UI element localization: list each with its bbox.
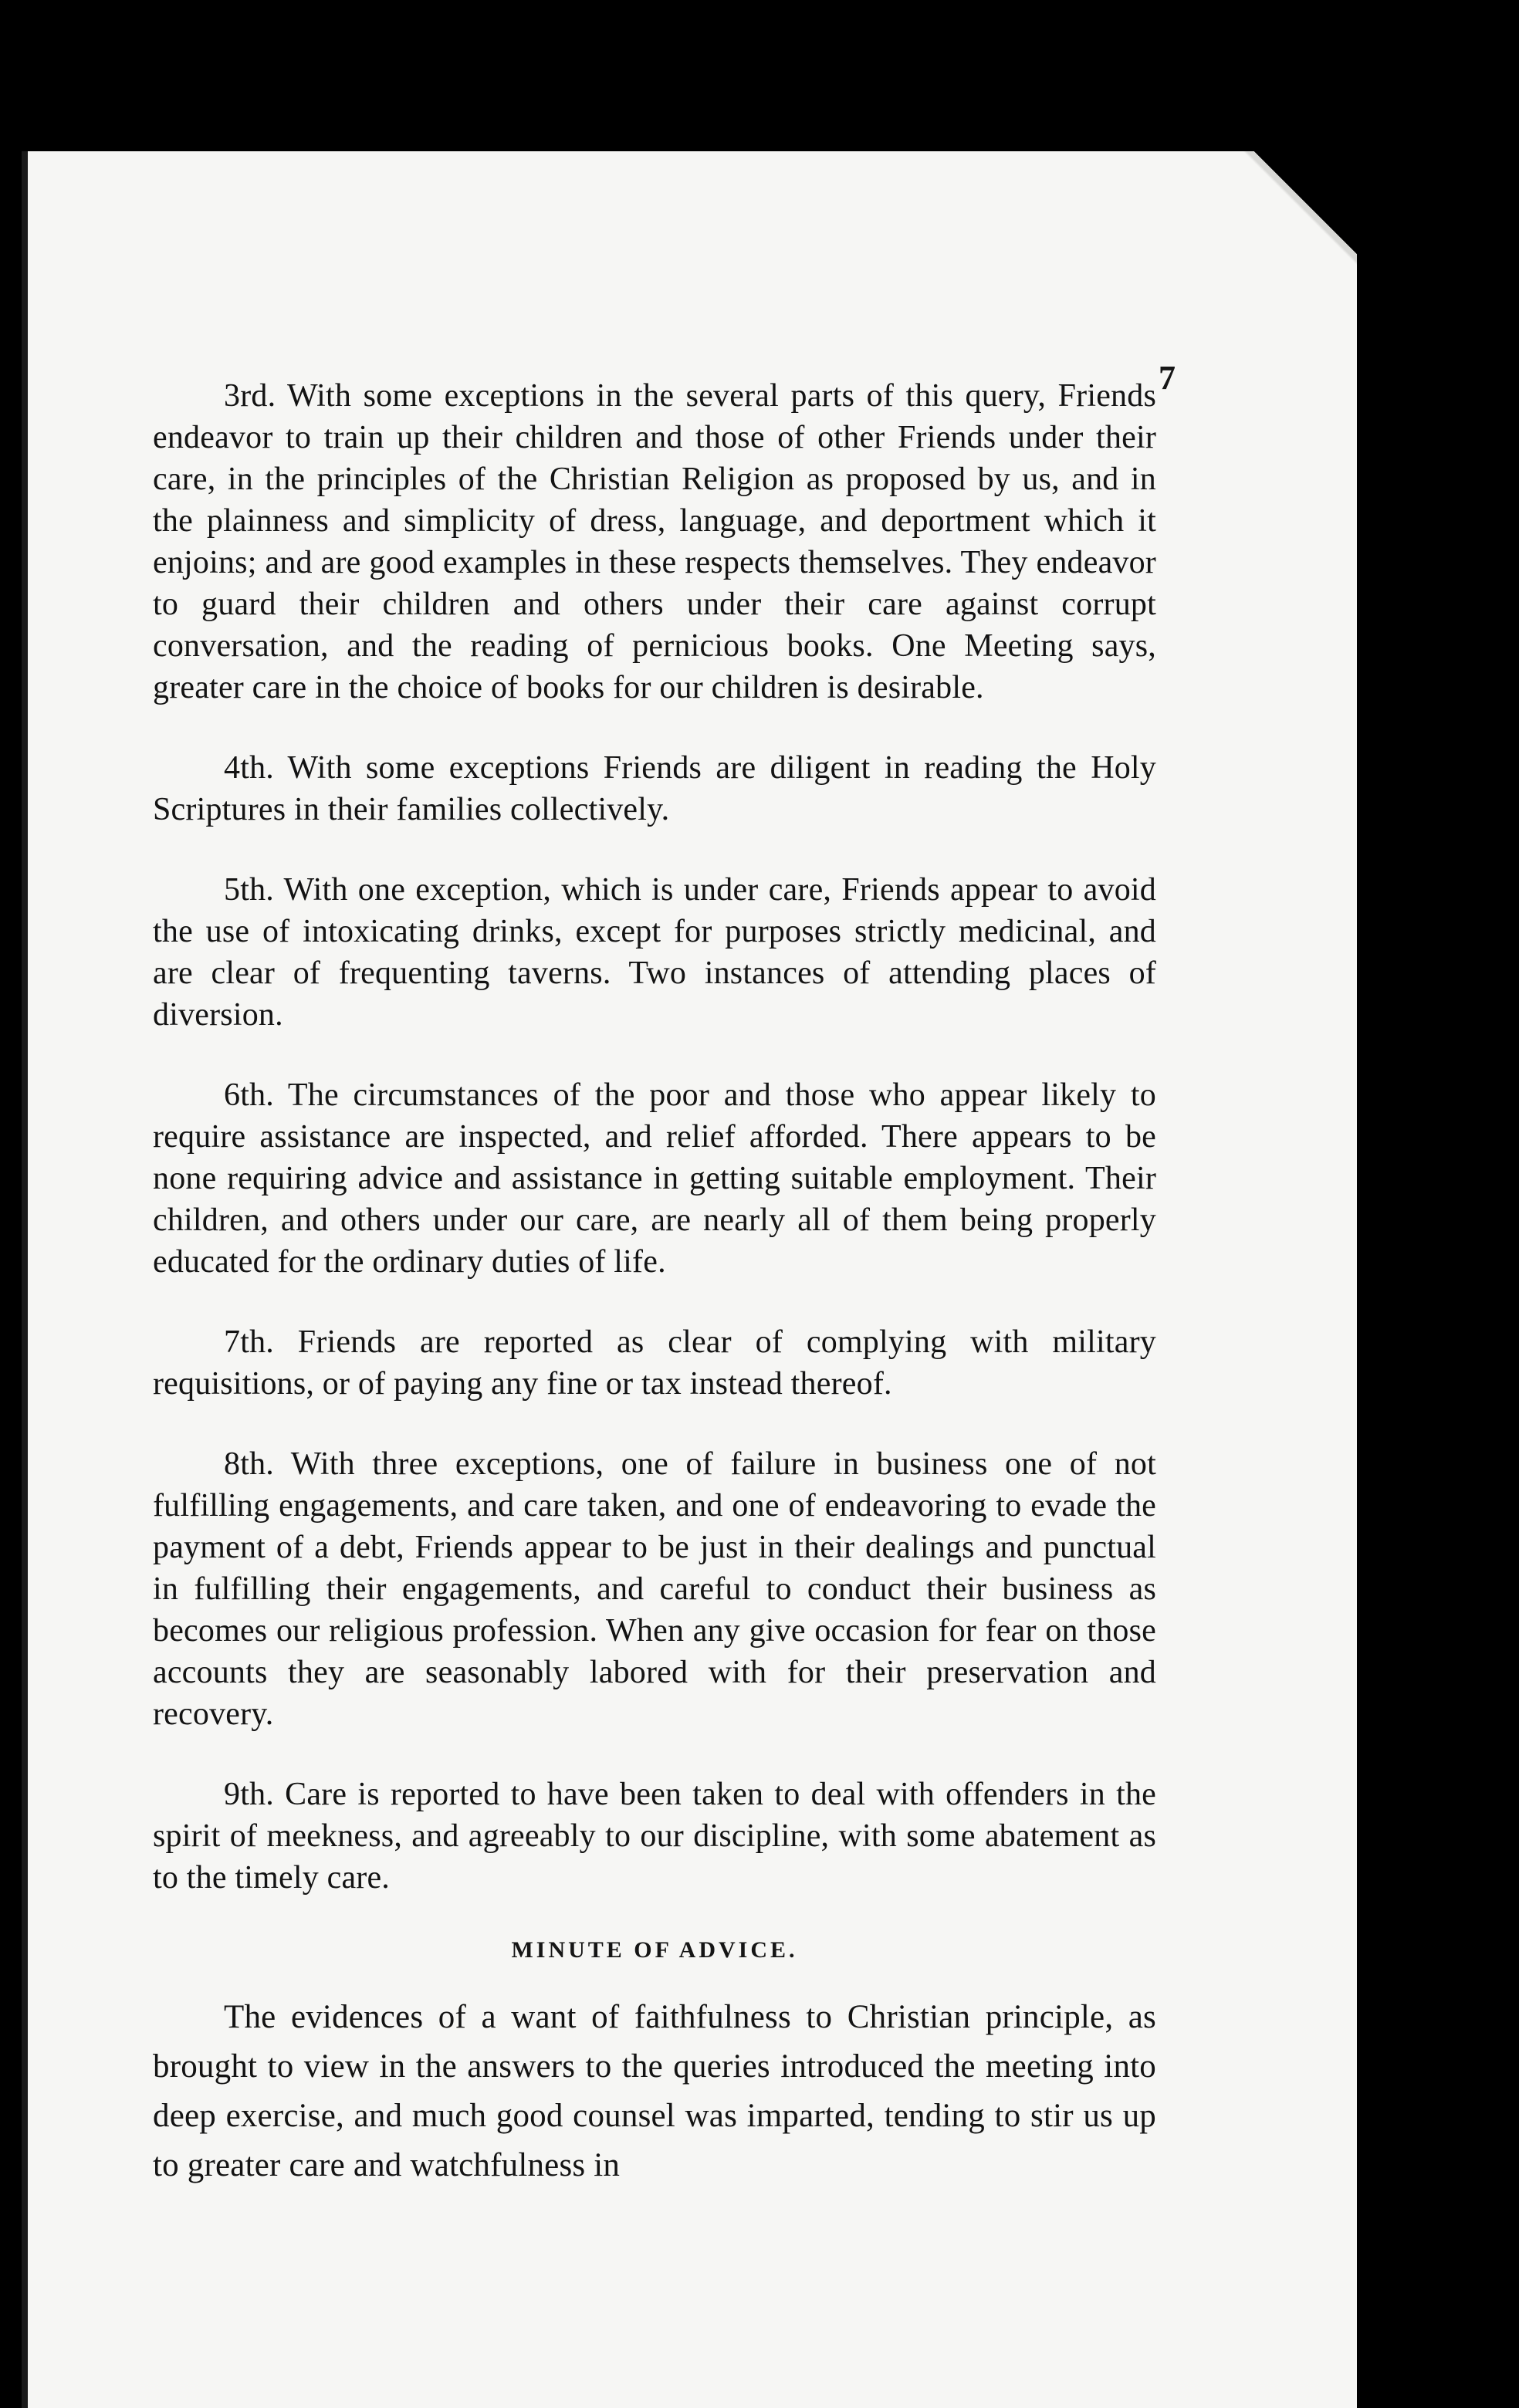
paragraph-4th: 4th. With some exceptions Friends are diligent in reading the Holy Scriptures in their families collectively. xyxy=(153,750,1156,827)
page-corner-fold xyxy=(1172,151,1357,313)
paragraph-3rd: 3rd. With some exceptions in the several parts of this query, Friends endeavor to train up their children and those of other Friends under their care, in the principles of the Christian Religion as proposed by us, and in the plainness and simplicity of dress, language, and deportment which it enjoins; and are good examples in these respects themselves. They endeavor to guard their children and others under their care against corrupt conversation, and the reading of pernicious books. One Meeting says, greater care in the choice of books for our children is desirable. xyxy=(153,378,1156,705)
document-page xyxy=(22,151,1357,2408)
paragraph-9th: 9th. Care is reported to have been taken to deal with offenders in the spirit of meekness, and agreeably to our discipline, with some abatement as to the timely care. xyxy=(153,1777,1156,1896)
paragraph-5th: 5th. With one exception, which is under care, Friends appear to avoid the use of intoxicating drinks, except for purposes strictly medicinal, and are clear of frequenting taverns. Two instances of attending places of diversion. xyxy=(153,872,1156,1033)
final-paragraph: The evidences of a want of faithfulness to Christian principle, as brought to view in the answers to the queries introduced the meeting into deep exercise, and much good counsel was imparted, tending to stir us up to greater care and watchfulness in xyxy=(153,1999,1156,2183)
section-heading: MINUTE OF ADVICE. xyxy=(511,1937,798,1963)
paragraph-7th: 7th. Friends are reported as clear of complying with military requisitions, or of paying any fine or tax instead thereof. xyxy=(153,1324,1156,1402)
page-content xyxy=(153,375,1156,2229)
paragraph-6th: 6th. The circumstances of the poor and those who appear likely to require assistance are inspected, and relief afforded. There appears to be none requiring advice and assistance in getting suitable employment. Their children, and others under our care, are nearly all of them being properly educated for the ordinary duties of life. xyxy=(153,1077,1156,1280)
binding-edge xyxy=(22,151,28,2408)
page-number: 7 xyxy=(1159,359,1176,397)
paragraph-8th: 8th. With three exceptions, one of failure in business one of not fulfilling engagements, and care taken, and one of endeavoring to evade the payment of a debt, Friends appear to be just in their dealings and punctual in fulfilling their engagements, and careful to conduct their business as becomes our religious profession. When any give occasion for fear on those accounts they are seasonably labored with for their preservation and recovery. xyxy=(153,1446,1156,1732)
